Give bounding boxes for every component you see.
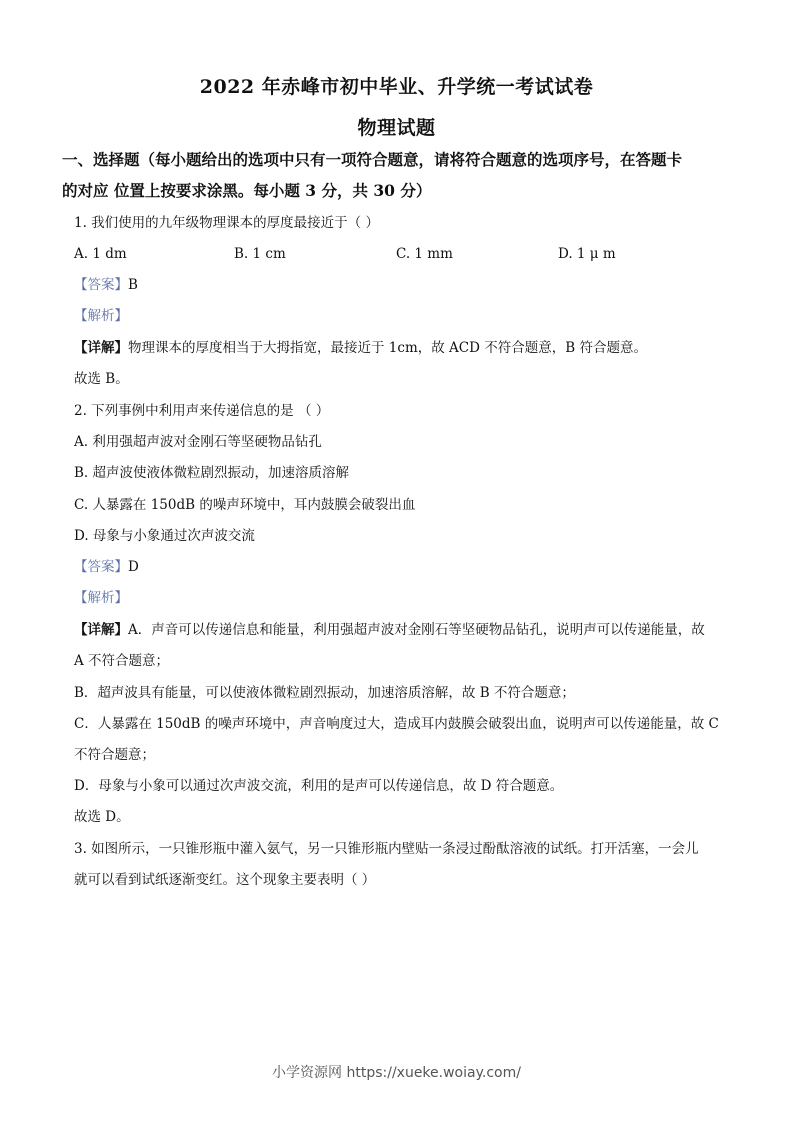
question-2-detail-line-5: 不符合题意；	[74, 747, 155, 763]
analysis-label: 【解析】	[74, 308, 128, 324]
question-2-analysis	[74, 589, 128, 607]
question-1-option-a: A. 1 dm	[74, 246, 127, 262]
question-2-detail-line-6: D．母象与小象可以通过次声波交流，利用的是声可以传递信息，故 D 符合题意。	[74, 778, 564, 794]
question-2-answer	[74, 558, 139, 576]
detail-label: 【详解】	[74, 622, 128, 638]
document-subtitle: 物理试题	[357, 117, 436, 139]
question-2-conclusion: 故选 D。	[74, 809, 130, 825]
answer-label: 【答案】	[74, 277, 128, 293]
question-2-option-a: A. 利用强超声波对金刚石等坚硬物品钻孔	[74, 434, 322, 450]
document-title: 2022 年赤峰市初中毕业、升学统一考试试卷	[199, 76, 594, 98]
question-2-option-d: D. 母象与小象通过次声波交流	[74, 528, 255, 544]
question-1-option-c: C. 1 mm	[396, 246, 453, 262]
question-3-stem-line-2: 就可以看到试纸逐渐变红。这个现象主要表明（ ）	[74, 872, 376, 888]
question-2-stem: 2. 下列事例中利用声来传递信息的是 （ ）	[74, 403, 330, 419]
question-1-option-d: D. 1 μ m	[558, 246, 616, 262]
section-heading-line2: 的对应 位置上按要求涂黑。每小题 3 分，共 30 分）	[62, 181, 432, 200]
question-2-detail-line-2: A 不符合题意；	[74, 653, 170, 669]
question-1-stem: 1. 我们使用的九年级物理课本的厚度最接近于（ ）	[74, 215, 379, 231]
question-1-option-b: B. 1 cm	[234, 246, 286, 262]
footer-watermark: 小学资源网 https://xueke.woiay.com/	[272, 1065, 521, 1081]
detail-text: A．声音可以传递信息和能量，利用强超声波对金刚石等坚硬物品钻孔，说明声可以传递能量，故	[128, 622, 705, 638]
question-2-option-b: B. 超声波使液体微粒剧烈振动，加速溶质溶解	[74, 465, 350, 481]
question-2-detail-line-4: C．人暴露在 150dB 的噪声环境中，声音响度过大，造成耳内鼓膜会破裂出血，说明声可以传递能量，故 C	[74, 716, 719, 732]
section-heading-line1: 一、选择题（每小题给出的选项中只有一项符合题意，请将符合题意的选项序号，在答题卡	[62, 150, 683, 169]
answer-value: B	[128, 277, 138, 293]
answer-value: D	[128, 559, 139, 575]
question-1-analysis	[74, 307, 128, 325]
question-1-answer	[74, 276, 138, 294]
question-1-detail	[74, 339, 647, 357]
question-2-detail-line-1	[74, 621, 705, 639]
question-2-detail-line-3: B．超声波具有能量，可以使液体微粒剧烈振动，加速溶质溶解，故 B 不符合题意；	[74, 685, 575, 701]
question-1-conclusion: 故选 B。	[74, 371, 129, 387]
answer-label: 【答案】	[74, 559, 128, 575]
analysis-label: 【解析】	[74, 590, 128, 606]
question-3-stem-line-1: 3. 如图所示，一只锥形瓶中灌入氨气，另一只锥形瓶内壁贴一条浸过酚酞溶液的试纸。打开活塞，一会儿	[74, 841, 699, 857]
detail-label: 【详解】	[74, 340, 128, 356]
detail-text: 物理课本的厚度相当于大拇指宽，最接近于 1cm，故 ACD 不符合题意，B 符合题意。	[128, 340, 647, 356]
question-2-option-c: C. 人暴露在 150dB 的噪声环境中，耳内鼓膜会破裂出血	[74, 497, 416, 513]
